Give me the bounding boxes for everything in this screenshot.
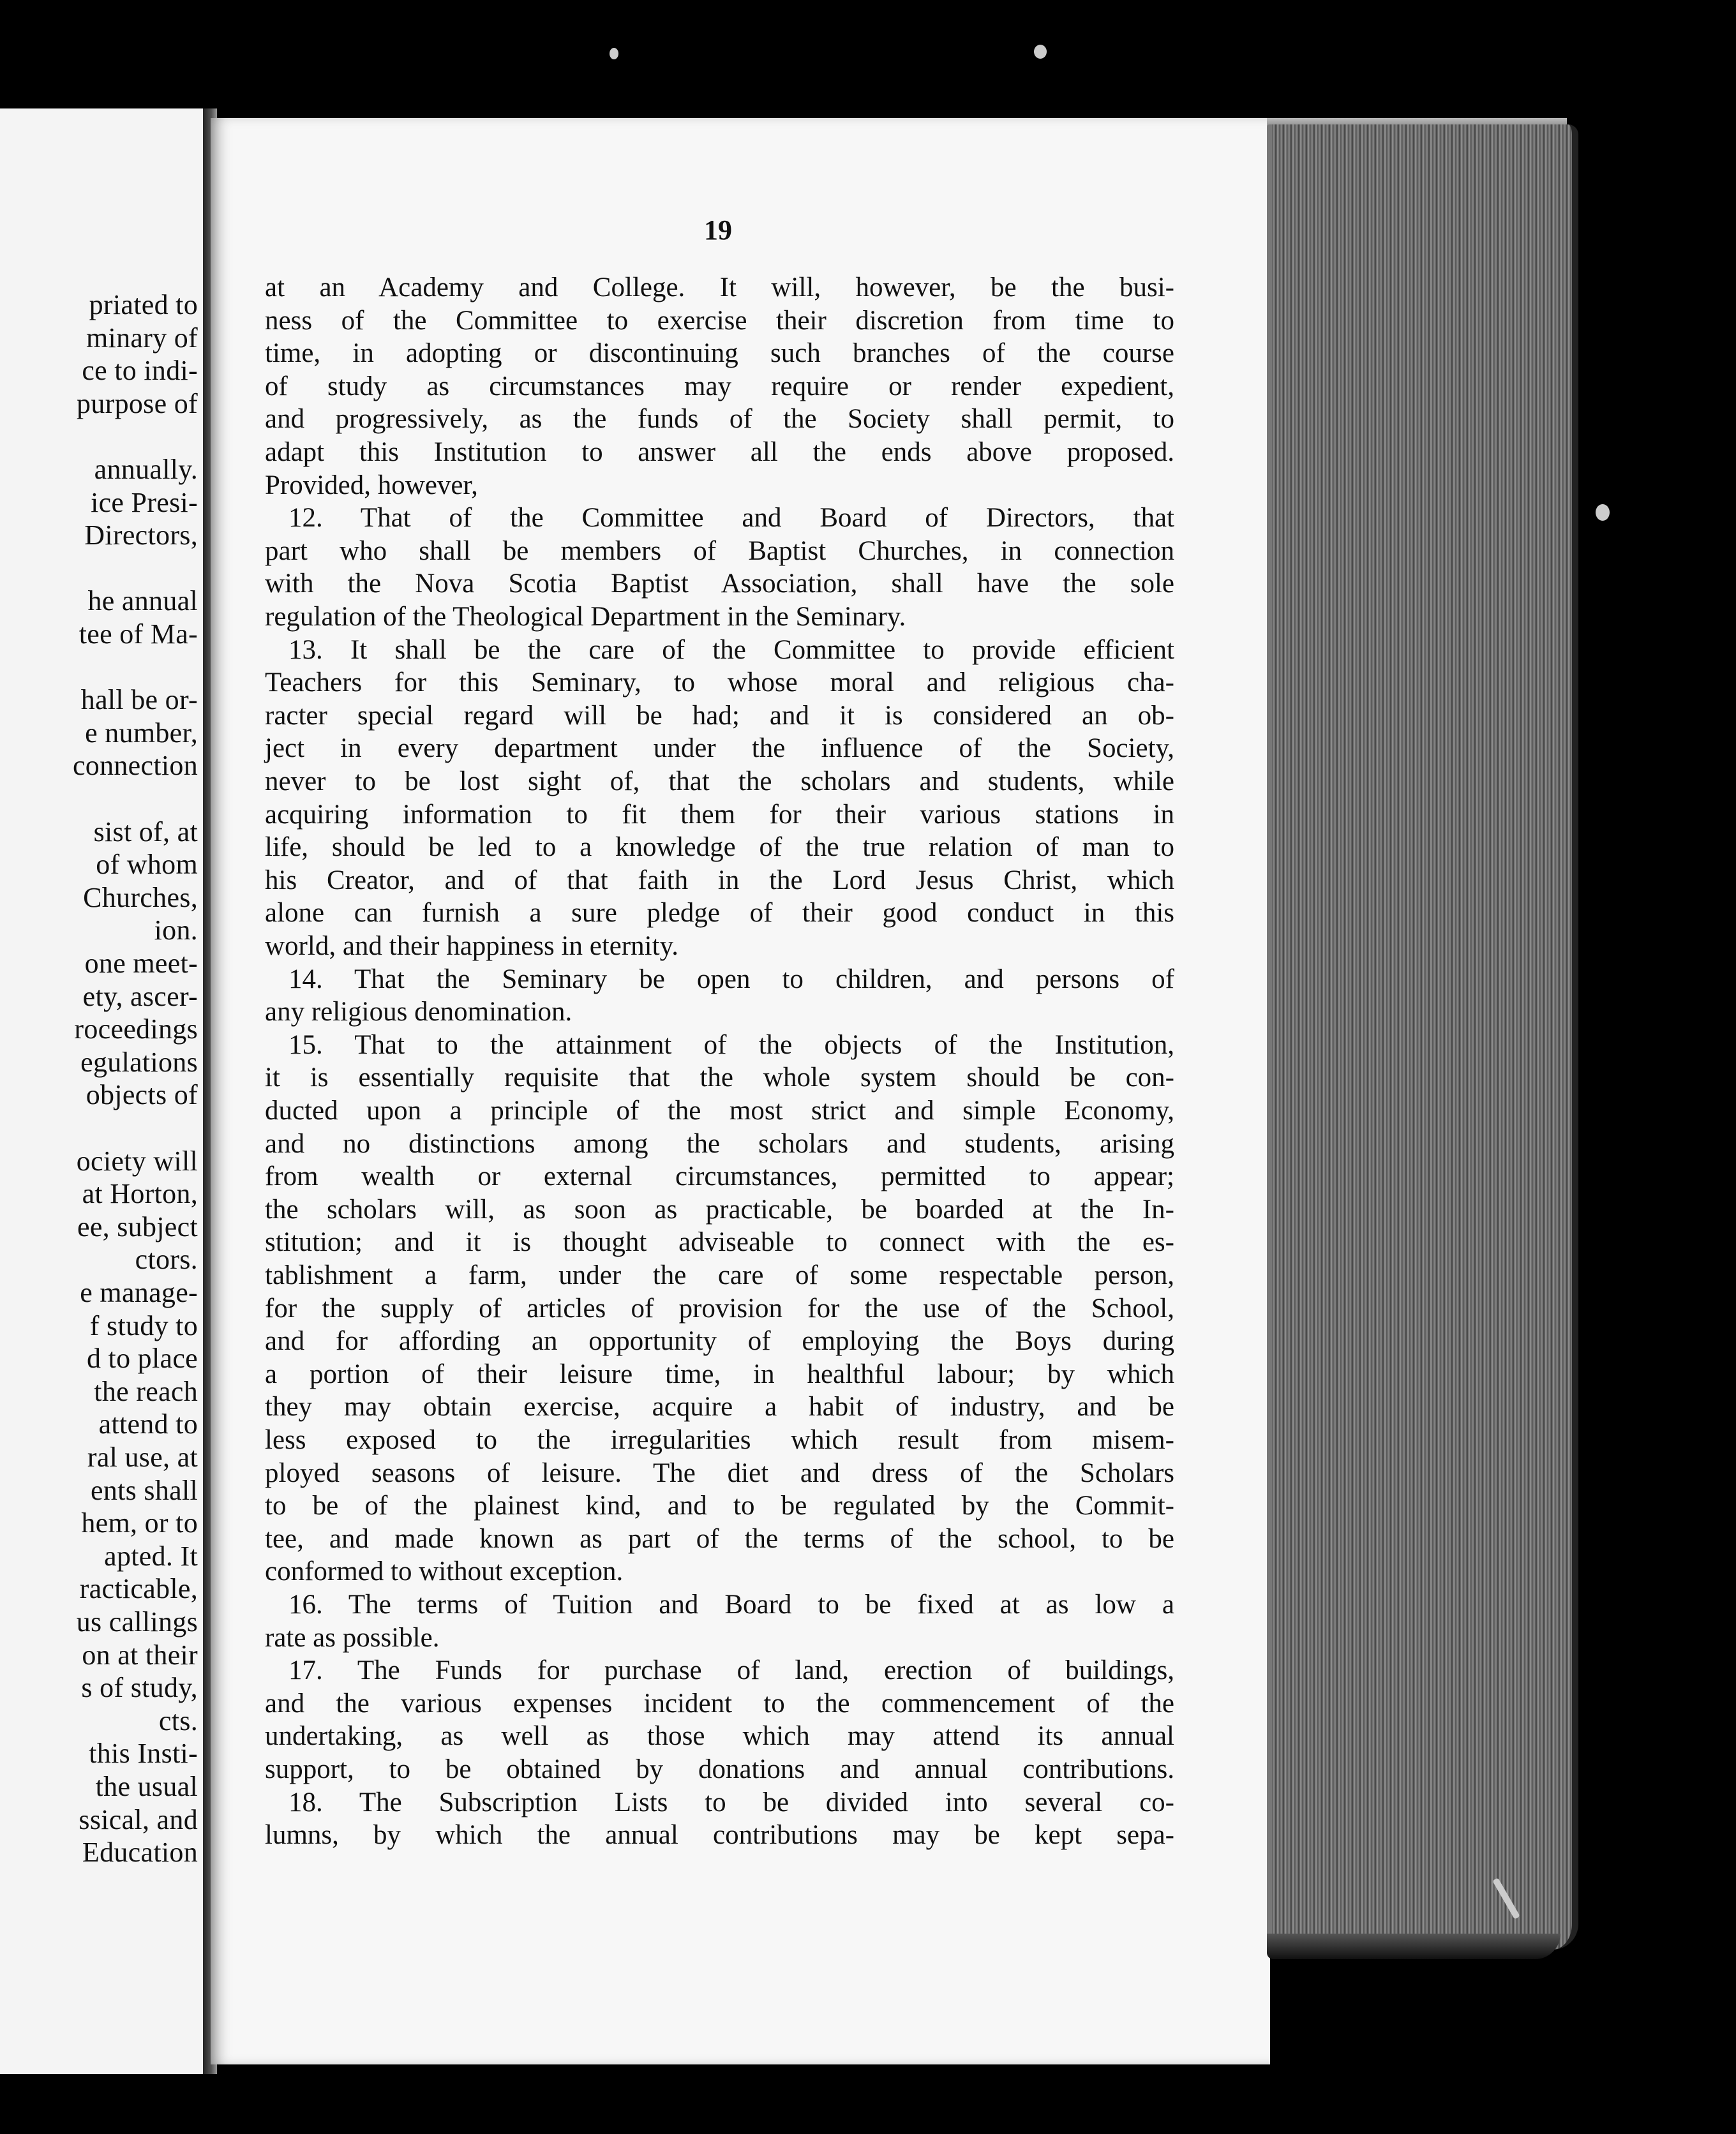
left-page-line: e manage- xyxy=(80,1277,198,1308)
body-line: 16. The terms of Tuition and Board to be fixed at as low a xyxy=(288,1590,1174,1620)
facing-page-left xyxy=(0,108,207,2074)
left-page-line: annually. xyxy=(94,454,198,485)
scan-speck xyxy=(610,48,618,59)
left-page-line: one meet- xyxy=(84,948,198,979)
body-line: world, and their happiness in eternity. xyxy=(265,931,679,961)
fore-edge-bottom xyxy=(1267,1934,1560,1959)
left-page-line: Education xyxy=(82,1837,198,1869)
body-line: adapt this Institution to answer all the ends above proposed. xyxy=(265,437,1174,467)
body-line: and no distinctions among the scholars and students, arising xyxy=(265,1128,1174,1159)
body-line: less exposed to the irregularities which result from misem- xyxy=(265,1425,1174,1455)
left-page-line: at Horton, xyxy=(82,1178,198,1210)
body-line: rate as possible. xyxy=(265,1622,440,1653)
left-page-line: of whom xyxy=(96,849,198,881)
body-line: of study as circumstances may require or render expedient, xyxy=(265,371,1174,401)
left-page-line: attend to xyxy=(98,1408,198,1440)
body-line: they may obtain exercise, acquire a habit of industry, and be xyxy=(265,1392,1174,1422)
body-line: and for affording an opportunity of employing the Boys during xyxy=(265,1326,1174,1357)
left-page-line: f study to xyxy=(89,1310,198,1341)
left-page-line: ion. xyxy=(154,914,198,946)
left-page-line: purpose of xyxy=(77,387,198,419)
body-line: any religious denomination. xyxy=(265,997,572,1027)
body-line: support, to be obtained by donations and annual contributions. xyxy=(265,1754,1174,1784)
left-page-line: objects of xyxy=(86,1079,198,1111)
body-line: tablishment a farm, under the care of some respectable person, xyxy=(265,1260,1174,1290)
left-page-line: d to place xyxy=(86,1343,198,1375)
body-line: the scholars will, as soon as practicable, be boarded at the In- xyxy=(265,1194,1174,1225)
body-line: and the various expenses incident to the commencement of the xyxy=(265,1688,1174,1719)
left-page-line: hall be or- xyxy=(80,684,198,716)
left-page-line: Churches, xyxy=(83,881,198,913)
left-page-line: minary of xyxy=(86,322,198,354)
body-line: stitution; and it is thought adviseable to connect with the es- xyxy=(265,1227,1174,1258)
left-page-line: sist of, at xyxy=(93,816,198,847)
body-line: 13. It shall be the care of the Committee to provide efficient xyxy=(288,634,1174,665)
body-line: 18. The Subscription Lists to be divided into several co- xyxy=(288,1787,1174,1817)
body-line: ness of the Committee to exercise their discretion from time to xyxy=(265,305,1174,336)
body-line: from wealth or external circumstances, permitted to appear; xyxy=(265,1161,1174,1192)
scan-speck xyxy=(1596,504,1610,521)
body-line: with the Nova Scotia Baptist Association, shall have the sole xyxy=(265,569,1174,599)
left-page-line: s of study, xyxy=(81,1672,198,1704)
left-page-line: egulations xyxy=(80,1046,198,1078)
left-page-line: ssical, and xyxy=(79,1803,198,1835)
left-page-line: ociety will xyxy=(76,1145,198,1177)
left-page-line: ctors. xyxy=(135,1244,198,1276)
left-page-line: on at their xyxy=(82,1639,198,1671)
left-page-line: tee of Ma- xyxy=(79,618,198,650)
body-line: at an Academy and College. It will, however, be the busi- xyxy=(265,272,1174,302)
left-page-line: priated to xyxy=(89,289,198,320)
body-line: to be of the plainest kind, and to be regulated by the Commit- xyxy=(265,1491,1174,1521)
left-page-line: ents shall xyxy=(91,1474,198,1506)
left-page-line: Directors, xyxy=(84,519,198,551)
left-page-line: the usual xyxy=(95,1771,198,1802)
body-line: life, should be led to a knowledge of the true relation of man to xyxy=(265,832,1174,863)
body-line: and progressively, as the funds of the Society shall permit, to xyxy=(265,404,1174,435)
body-line: time, in adopting or discontinuing such branches of the course xyxy=(265,338,1174,369)
body-line: never to be lost sight of, that the scholars and students, while xyxy=(265,766,1174,796)
body-line: 12. That of the Committee and Board of Directors, that xyxy=(288,503,1174,534)
body-line: ject in every department under the influence of the Society, xyxy=(265,733,1174,764)
body-line: part who shall be members of Baptist Churches, in connection xyxy=(265,535,1174,566)
left-page-line: this Insti- xyxy=(89,1738,198,1770)
body-line: Teachers for this Seminary, to whose moral and religious cha- xyxy=(265,668,1174,698)
body-line: for the supply of articles of provision for the use of the School, xyxy=(265,1293,1174,1324)
body-line: racter special regard will be had; and it is considered an ob- xyxy=(265,700,1174,731)
body-line: 17. The Funds for purchase of land, erection of buildings, xyxy=(288,1655,1174,1686)
body-line: undertaking, as well as those which may attend its annual xyxy=(265,1721,1174,1752)
body-line: lumns, by which the annual contributions may be kept sepa- xyxy=(265,1820,1174,1851)
left-page-line: ice Presi- xyxy=(91,486,198,518)
left-page-line: apted. It xyxy=(104,1540,198,1572)
book-fore-edge xyxy=(1267,124,1578,1950)
body-line: it is essentially requisite that the whole system should be con- xyxy=(265,1063,1174,1093)
page-number: 19 xyxy=(704,214,732,246)
body-line: 15. That to the attainment of the objects of the Institution, xyxy=(288,1029,1174,1060)
body-line: his Creator, and of that faith in the Lord Jesus Christ, which xyxy=(265,865,1174,895)
scan-speck xyxy=(1034,45,1047,59)
body-line: conformed to without exception. xyxy=(265,1556,624,1587)
body-line: 14. That the Seminary be open to children, and persons of xyxy=(288,964,1174,994)
left-page-line: ee, subject xyxy=(77,1211,198,1242)
body-line: alone can furnish a sure pledge of their good conduct in this xyxy=(265,898,1174,929)
body-line: acquiring information to fit them for their various stations in xyxy=(265,799,1174,830)
left-page-line: roceedings xyxy=(74,1013,198,1045)
left-page-line: connection xyxy=(72,750,198,782)
left-page-line: ety, ascer- xyxy=(82,980,198,1012)
left-page-line: hem, or to xyxy=(81,1507,198,1539)
body-line: a portion of their leisure time, in healthful labour; by which xyxy=(265,1359,1174,1389)
left-page-line: e number, xyxy=(85,717,198,749)
left-page-line: racticable, xyxy=(79,1573,198,1605)
left-page-line: us callings xyxy=(76,1606,198,1638)
left-page-line: ce to indi- xyxy=(82,355,198,387)
body-line: ducted upon a principle of the most strict and simple Economy, xyxy=(265,1096,1174,1126)
left-page-line: cts. xyxy=(158,1705,198,1736)
left-page-line: ral use, at xyxy=(87,1442,198,1473)
body-line: Provided, however, xyxy=(265,470,478,500)
body-line: tee, and made known as part of the terms of the school, to be xyxy=(265,1523,1174,1554)
body-line: regulation of the Theological Department in the Seminary. xyxy=(265,602,906,632)
body-line: ployed seasons of leisure. The diet and dress of the Scholars xyxy=(265,1458,1174,1488)
left-page-line: the reach xyxy=(94,1375,198,1407)
left-page-line: he annual xyxy=(87,585,198,617)
